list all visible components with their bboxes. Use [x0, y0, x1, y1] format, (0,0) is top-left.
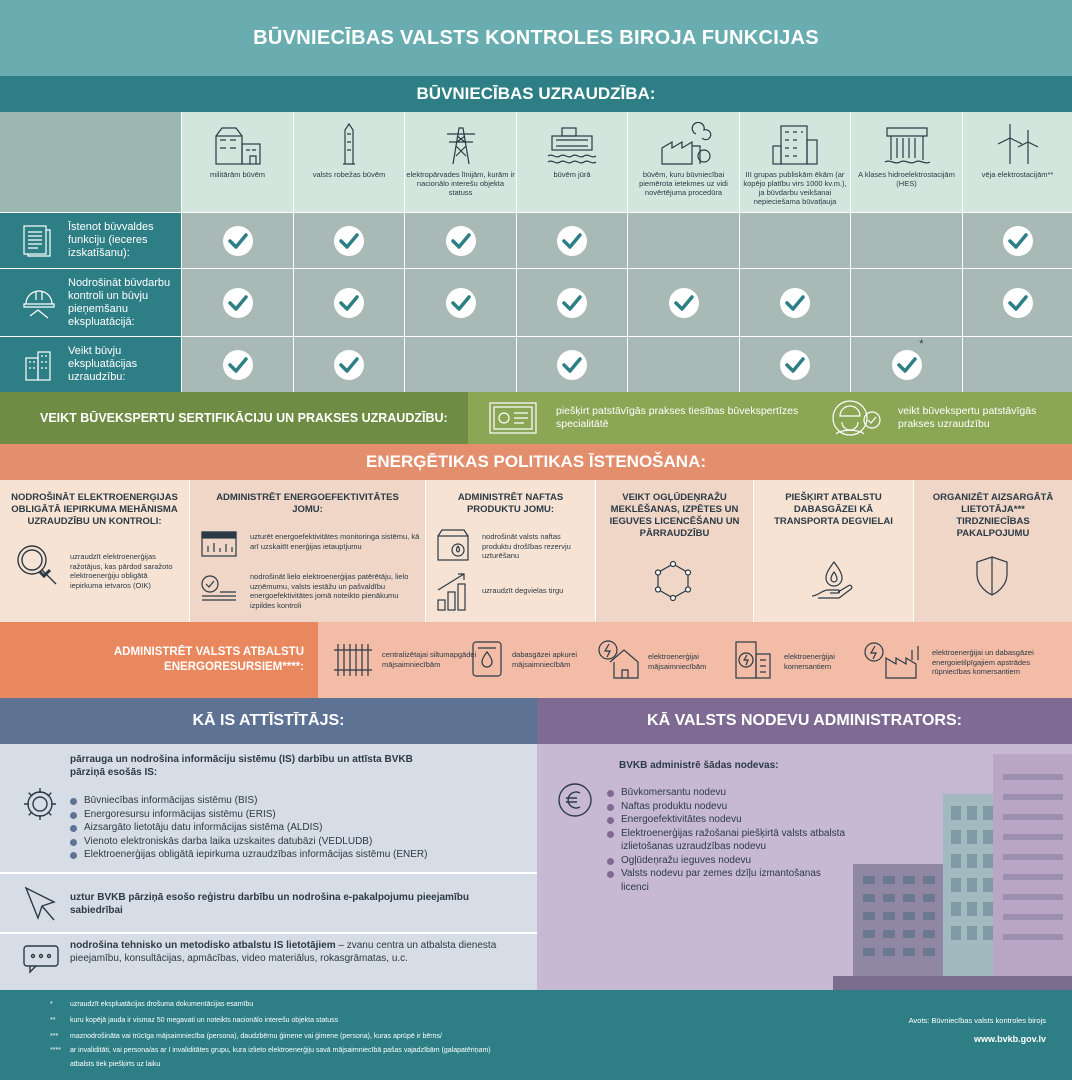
- row-cells: [181, 269, 1072, 336]
- buildings-icon: [22, 348, 54, 382]
- tax-item-label: Energoefektivitātes nodevu: [621, 814, 742, 825]
- energy-col-heading: VEIKT OGĻŪDEŅRAŽU MEKLĒŠANAS, IZPĒTES UN IEGUVES LICENCĒŠANU UN PĀRRAUDZĪBU: [609, 492, 740, 539]
- checkmark-icon: [780, 288, 810, 318]
- certification-band: [0, 392, 1072, 444]
- checkmark-icon: [1003, 226, 1033, 256]
- row-label: [0, 269, 181, 336]
- footnote: [50, 1000, 254, 1009]
- row-cells: [181, 213, 1072, 268]
- support-item-label: elektroenerģijai un dabasgāzei energoietilpīgajiem apstrādes rūpniecības komersantiem: [932, 648, 1034, 676]
- checkmark-icon: [892, 337, 924, 380]
- tax-item: [607, 854, 847, 868]
- support-item-label: centralizētajai siltumapgādei mājsaimniecībām: [382, 650, 477, 669]
- column-label: militārām būvēm: [209, 170, 265, 179]
- document-icon: [22, 224, 54, 258]
- checkmark-icon: [223, 288, 253, 318]
- hydro-dam-icon: [879, 122, 935, 166]
- row-label: [0, 213, 181, 268]
- skyscraper-illustration: [833, 754, 1072, 990]
- certificate-icon: [488, 401, 538, 435]
- checkmark-icon: [780, 350, 810, 380]
- support-item: [332, 638, 482, 686]
- cursor-icon: [22, 884, 60, 924]
- is-support-block: [0, 934, 537, 990]
- checkmark-icon: [223, 350, 253, 380]
- matrix-cell: [850, 269, 962, 336]
- website-link[interactable]: www.bvkb.gov.lv: [973, 1034, 1046, 1044]
- is-system-label: Energoresursu informācijas sistēmu (ERIS): [84, 808, 276, 820]
- column-powerline: [404, 112, 516, 212]
- is-system-item: [70, 835, 530, 849]
- is-system-label: Elektroenerģijas obligātā iepirkuma uzraudzības informācijas sistēmu (ENER): [84, 849, 428, 860]
- matrix-cell: [850, 213, 962, 268]
- is-system-item: [70, 794, 530, 808]
- certification-item-1: piešķirt patstāvīgās prakses tiesības būvekspertīzes specialitātē: [556, 405, 799, 430]
- support-item-label: elektroenerģijai komersantiem: [784, 652, 835, 671]
- column-label: vēja elektrostacijām**: [981, 170, 1054, 179]
- footnote-mark: **: [50, 1017, 56, 1024]
- state-support-label-line2: ENERGORESURSIEM****:: [164, 661, 304, 673]
- column-border: [293, 112, 404, 212]
- support-item: [596, 638, 726, 686]
- tax-item: [607, 867, 847, 894]
- offshore-icon: [544, 122, 600, 166]
- gear-icon: [20, 784, 60, 824]
- row-label-text: Īstenot būvvaldes funkciju (ieceres izskatīšanu):: [68, 221, 154, 259]
- is-system-item: [70, 808, 530, 822]
- matrix-cell: [962, 213, 1072, 268]
- matrix-cell: [181, 213, 293, 268]
- gas-boiler-icon: [470, 638, 504, 680]
- column-label: elektropārvades līnijām, kurām ir nacionālo interešu objekta statuss: [406, 170, 515, 197]
- row-label-text: Nodrošināt būvdarbu kontroli un būvju pieņemšanu ekspluatācijā:: [68, 276, 171, 328]
- military-building-icon: [210, 122, 266, 166]
- tax-item-label: Ogļūdeņražu ieguves nodevu: [621, 854, 752, 866]
- grid-corner: [0, 112, 181, 212]
- column-wind: [962, 112, 1072, 212]
- is-registry-text: uztur BVKB pārziņā esošo reģistru darbību un nodrošina e-pakalpojumu pieejamību sabiedrībai: [70, 892, 469, 916]
- checkmark-icon: [223, 226, 253, 256]
- matrix-cell: [739, 269, 850, 336]
- matrix-cell: [627, 213, 739, 268]
- support-item: [470, 638, 600, 686]
- is-systems-list: [70, 794, 530, 862]
- checkmark-icon: [334, 226, 364, 256]
- footnote: [50, 1046, 491, 1055]
- checkmark-icon: [446, 288, 476, 318]
- support-item-label: elektroenerģijai mājsaimniecībām: [648, 652, 707, 671]
- checkmark-icon: [446, 226, 476, 256]
- footnote-text: maznodrošināta vai trūcīga mājsaimniecība (persona), daudzbērnu ģimene vai ģimene (persona), kuras aprūpē ir bērns/: [70, 1033, 442, 1040]
- tax-section: [537, 744, 1072, 990]
- is-support-bold: nodrošina tehnisko un metodisko atbalstu IS lietotājiem: [70, 940, 336, 951]
- footnote: [50, 1032, 442, 1041]
- tax-item: [607, 827, 847, 854]
- business-electricity-icon: [730, 638, 774, 680]
- power-tower-icon: [439, 122, 483, 166]
- matrix-cell: [293, 213, 404, 268]
- matrix-cell: [739, 337, 850, 392]
- is-section: [0, 744, 537, 990]
- footnote-text: uzraudzīt ekspluatācijas drošuma dokumentācijas esamību: [70, 1001, 254, 1008]
- supervision-row: [0, 336, 1072, 392]
- matrix-cell: [404, 213, 516, 268]
- row-label: [0, 337, 181, 392]
- matrix-cell: [181, 337, 293, 392]
- column-label: III grupas publiskām ēkām (ar kopējo platību virs 1000 kv.m.), ja būvdarbu veikšanai nepieciešama būvatļauja: [743, 170, 847, 206]
- monitor-icon: [200, 530, 238, 560]
- is-support-text: [70, 940, 510, 965]
- state-support-label: [0, 622, 318, 698]
- tax-list: [607, 786, 847, 894]
- wind-turbine-icon: [990, 122, 1046, 166]
- energy-col-heading: NODROŠINĀT ELEKTROENERĢIJAS OBLIGĀTĀ IEPIRKUMA MEHĀNISMA UZRAUDZĪBU UN KONTROLI:: [11, 492, 178, 527]
- office-building-icon: [767, 122, 823, 166]
- matrix-cell: [627, 269, 739, 336]
- footnote: [70, 1060, 160, 1069]
- energy-col-text: uzraudzīt degvielas tirgu: [482, 586, 564, 595]
- tax-item-label: Valsts nodevu par zemes dzīļu izmantošanas licenci: [621, 868, 821, 893]
- column-label: valsts robežas būvēm: [312, 170, 386, 179]
- matrix-cell: [962, 269, 1072, 336]
- footnote-mark: *: [50, 1001, 53, 1008]
- energy-col-protected-user: [914, 480, 1072, 622]
- support-item: [730, 638, 860, 686]
- tax-intro: BVKB administrē šādas nodevas:: [619, 760, 779, 771]
- tax-heading: KĀ VALSTS NODEVU ADMINISTRATORS:: [537, 698, 1072, 744]
- is-system-label: Būvniecības informācijas sistēmu (BIS): [84, 795, 258, 806]
- factory-icon: [656, 122, 712, 166]
- footnote: [50, 1016, 339, 1025]
- column-hydro: [850, 112, 962, 212]
- border-post-icon: [329, 122, 369, 166]
- house-electricity-icon: [596, 638, 642, 680]
- shield-icon: [972, 554, 1012, 598]
- footnote-text: ar invaliditāti, vai persona/as ar I invaliditātes grupu, kura izlieto elektroenerģiju savā mājsaimniecībā pašas vajadzībām (galapatēriņam): [70, 1047, 491, 1054]
- matrix-cell: [962, 337, 1072, 392]
- checkmark-icon: [557, 226, 587, 256]
- footer: [0, 990, 1072, 1080]
- tax-item: [607, 800, 847, 814]
- matrix-cell: [404, 269, 516, 336]
- chat-icon: [22, 942, 60, 976]
- energy-col-efficiency: [190, 480, 426, 622]
- energy-heading: ENERĢĒTIKAS POLITIKAS ĪSTENOŠANA:: [0, 444, 1072, 480]
- matrix-cell: [739, 213, 850, 268]
- row-cells: [181, 337, 1072, 392]
- energy-col-heading: PIEŠĶIRT ATBALSTU DABASGĀZEI KĀ TRANSPORTA DEGVIELAI: [774, 492, 893, 527]
- supervision-heading: BŪVNIECĪBAS UZRAUDZĪBA:: [0, 76, 1072, 112]
- state-support-band: [0, 622, 1072, 698]
- state-support-label-line1: ADMINISTRĒT VALSTS ATBALSTU: [113, 646, 304, 658]
- tax-item: [607, 813, 847, 827]
- column-label: būvēm jūrā: [553, 170, 591, 179]
- matrix-cell: [516, 269, 627, 336]
- column-military: [181, 112, 293, 212]
- is-intro: pārrauga un nodrošina informāciju sistēmu (IS) darbību un attīsta BVKB pārziņā esošās IS:: [70, 754, 413, 778]
- tax-item-label: Elektroenerģijas ražošanai piešķirtā valsts atbalsta izlietošanas uzraudzības nodevu: [621, 827, 845, 852]
- checkmark-icon: [557, 350, 587, 380]
- energy-col-oik: [0, 480, 190, 622]
- check-stack-icon: [200, 574, 238, 602]
- supervision-row: [0, 268, 1072, 336]
- footnote-star: *: [919, 337, 924, 350]
- is-heading: KĀ IS ATTĪSTĪTĀJS:: [0, 698, 537, 744]
- matrix-cell: [627, 337, 739, 392]
- matrix-cell: [850, 337, 962, 392]
- magnifier-icon: [12, 540, 62, 590]
- energy-col-text: uzraudzīt elektroenerģijas ražotājus, kas pārdod saražoto elektroenerģiju obligātā iepirkuma ietvaros (OIK): [70, 552, 173, 590]
- checkmark-icon: [669, 288, 699, 318]
- hard-hat-icon: [22, 286, 56, 320]
- support-item-label: dabasgāzei apkurei mājsaimniecībām: [512, 650, 578, 669]
- flame-hand-icon: [810, 558, 856, 602]
- energy-col-heading: ADMINISTRĒT NAFTAS PRODUKTU JOMU:: [457, 492, 564, 515]
- industry-energy-icon: [862, 638, 924, 680]
- energy-col-heading: ORGANIZĒT AIZSARGĀTĀ LIETOTĀJA*** TIRDZNIECĪBAS PAKALPOJUMU: [932, 492, 1054, 539]
- growth-chart-icon: [434, 572, 472, 612]
- is-system-item: [70, 848, 530, 862]
- checkmark-icon: [1003, 288, 1033, 318]
- certification-item-2: veikt būvekspertu patstāvīgās prakses uzraudzību: [898, 405, 1037, 430]
- energy-col-text: nodrošināt lielo elektroenerģijas patērētāju, lielo uzņēmumu, valsts iestāžu un pašvaldību energoefektivitātes jomā noteikto pienākumu izpildes kontroli: [250, 572, 409, 610]
- energy-col-oil: [426, 480, 596, 622]
- column-label: būvēm, kuru būvniecībai piemērota ietekmes uz vidi novērtējuma procedūra: [639, 170, 728, 197]
- matrix-cell: [516, 337, 627, 392]
- checkmark-icon: [557, 288, 587, 318]
- column-label: A klases hidroelektrostacijām (HES): [858, 170, 955, 188]
- tax-item-label: Naftas produktu nodevu: [621, 800, 728, 812]
- tax-item: [607, 786, 847, 800]
- column-sea: [516, 112, 627, 212]
- checkmark-icon: [334, 288, 364, 318]
- footnote-text: atbalsts tiek piešķirts uz laiku: [70, 1061, 161, 1068]
- is-system-label: Vienoto elektroniskās darba laika uzskaites datubāzi (VEDLUDB): [84, 835, 373, 847]
- is-system-item: [70, 821, 530, 835]
- source-note: Avots: Būvniecības valsts kontroles birojs: [908, 1016, 1046, 1025]
- footnote-text: kuru kopējā jauda ir vismaz 50 megavati un noteikts nacionālo interešu objekta statuss: [70, 1017, 339, 1024]
- matrix-cell: [404, 337, 516, 392]
- footnote-mark: ***: [50, 1033, 59, 1040]
- radiator-icon: [332, 638, 374, 680]
- page-title: BŪVNIECĪBAS VALSTS KONTROLES BIROJA FUNKCIJAS: [0, 0, 1072, 76]
- is-support-rest: – zvanu centra un atbalsta dienesta pieejamību, konsultācijas, apmācības, video materiālus, rokasgrāmatas, u.c.: [70, 940, 497, 964]
- oil-tank-icon: [434, 526, 472, 562]
- inspector-icon: [828, 398, 886, 438]
- column-public-buildings: [739, 112, 850, 212]
- energy-col-text: uzturēt energoefektivitātes monitoringa sistēmu, kā arī uzskaitīt enerģijas ietaupījumu: [250, 532, 420, 551]
- certification-label: VEIKT BŪVEKSPERTU SERTIFIKĀCIJU UN PRAKSES UZRAUDZĪBU:: [0, 392, 468, 444]
- euro-icon: [555, 780, 595, 820]
- checkmark-icon: [334, 350, 364, 380]
- is-system-label: Aizsargāto lietotāju datu informācijas sistēma (ALDIS): [84, 822, 323, 833]
- energy-col-hydrocarbons: [596, 480, 754, 622]
- matrix-cell: [516, 213, 627, 268]
- row-label-text: Veikt būvju ekspluatācijas uzraudzību:: [68, 345, 138, 383]
- is-registry-block: [0, 874, 537, 934]
- column-environment: [627, 112, 739, 212]
- is-systems-block: [0, 744, 537, 874]
- matrix-cell: [293, 337, 404, 392]
- tax-item-label: Būvkomersantu nodevu: [621, 787, 727, 798]
- footnote-mark: ****: [50, 1047, 61, 1054]
- energy-col-heading: ADMINISTRĒT ENERGOEFEKTIVITĀTES JOMU:: [216, 492, 399, 515]
- energy-col-gas-transport: [754, 480, 914, 622]
- support-item: [862, 638, 1072, 686]
- supervision-columns: [0, 112, 1072, 212]
- matrix-cell: [181, 269, 293, 336]
- energy-col-text: nodrošināt valsts naftas produktu drošības rezervju uzturēšanu: [482, 532, 571, 560]
- molecule-icon: [652, 560, 694, 602]
- supervision-row: [0, 212, 1072, 268]
- matrix-cell: [293, 269, 404, 336]
